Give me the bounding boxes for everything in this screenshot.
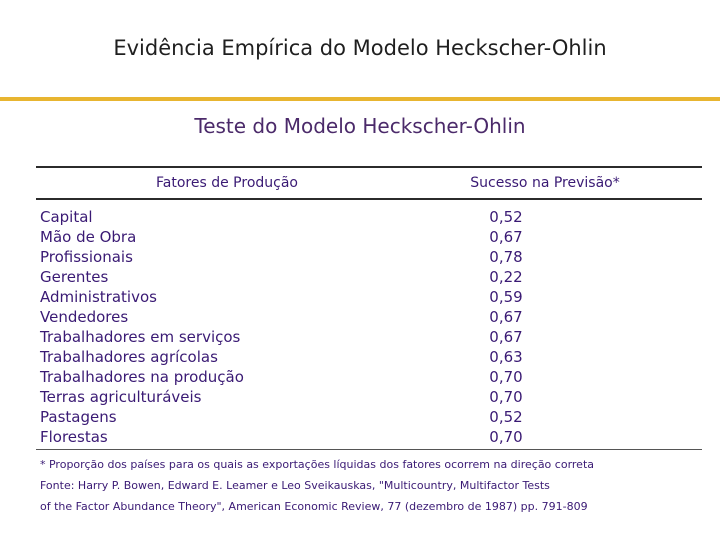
success-value: 0,52 [489, 208, 523, 226]
table-body [36, 200, 702, 449]
header-factors: Fatores de Produção [156, 175, 298, 191]
table-row [36, 347, 702, 367]
table-row [36, 287, 702, 307]
factor-label: Vendedores [40, 308, 129, 326]
slide-title: Evidência Empírica do Modelo Heckscher-Ohlin [113, 36, 607, 60]
success-value: 0,67 [489, 228, 523, 246]
factor-label: Capital [40, 208, 93, 226]
success-value: 0,70 [489, 428, 523, 446]
table-row [36, 367, 702, 387]
factor-label: Pastagens [40, 408, 117, 426]
table-header [36, 168, 702, 198]
success-value: 0,70 [489, 388, 523, 406]
factor-label: Terras agriculturáveis [40, 388, 202, 406]
table-row [36, 427, 702, 447]
table-row [36, 207, 702, 227]
header-success: Sucesso na Previsão* [470, 175, 620, 191]
factor-label: Florestas [40, 428, 108, 446]
success-value: 0,63 [489, 348, 523, 366]
table-row [36, 247, 702, 267]
success-value: 0,52 [489, 408, 523, 426]
table-row [36, 307, 702, 327]
success-value: 0,67 [489, 328, 523, 346]
table-row [36, 327, 702, 347]
results-table [36, 166, 702, 517]
success-value: 0,70 [489, 368, 523, 386]
table-row [36, 407, 702, 427]
success-value: 0,67 [489, 308, 523, 326]
table-row [36, 387, 702, 407]
success-value: 0,22 [489, 268, 523, 286]
success-value: 0,59 [489, 288, 523, 306]
slide-subtitle: Teste do Modelo Heckscher-Ohlin [194, 114, 526, 138]
table-notes [36, 454, 702, 517]
source-line-1: Fonte: Harry P. Bowen, Edward E. Leamer e Leo Sveikauskas, "Multicountry, Multifactor Tests [40, 479, 550, 492]
footnote: * Proporção dos países para os quais as exportações líquidas dos fatores ocorrem na direção correta [40, 458, 594, 471]
table-row [36, 267, 702, 287]
factor-label: Trabalhadores na produção [40, 368, 244, 386]
factor-label: Administrativos [40, 288, 157, 306]
factor-label: Mão de Obra [40, 228, 137, 246]
table-row [36, 227, 702, 247]
success-value: 0,78 [489, 248, 523, 266]
factor-label: Trabalhadores em serviços [40, 328, 241, 346]
source-line-2: of the Factor Abundance Theory", American Economic Review, 77 (dezembro de 1987) pp. 791-809 [40, 500, 588, 513]
factor-label: Profissionais [40, 248, 133, 266]
table-bottom-rule [36, 449, 702, 450]
title-divider [0, 97, 720, 101]
factor-label: Trabalhadores agrícolas [40, 348, 218, 366]
factor-label: Gerentes [40, 268, 109, 286]
